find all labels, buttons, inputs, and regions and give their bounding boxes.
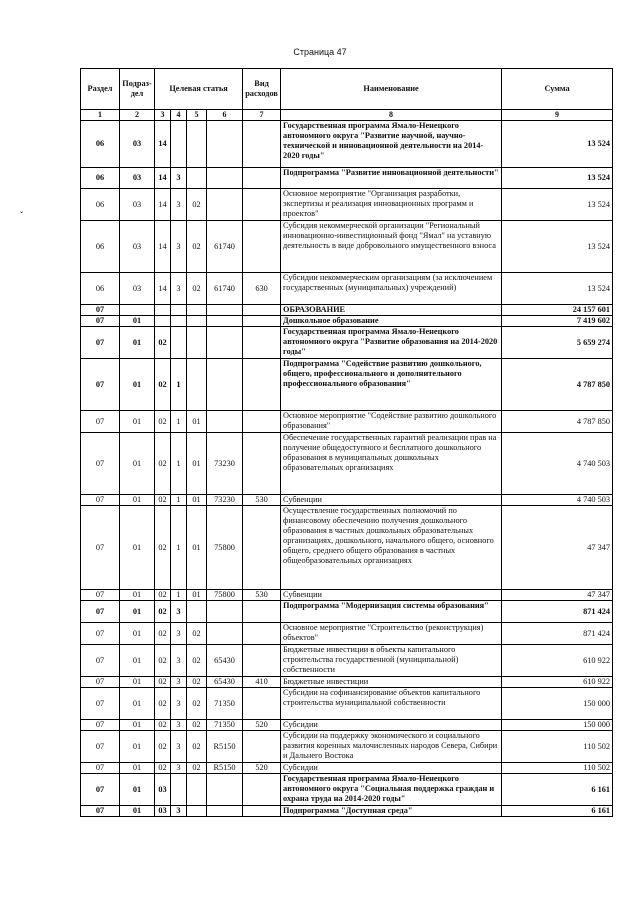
target-part1-cell: 14 <box>155 121 171 168</box>
podrazdel-cell: 01 <box>120 688 155 720</box>
target-part3-cell: 01 <box>187 506 207 590</box>
target-part1-cell: 02 <box>155 359 171 411</box>
item-sum-cell: 13 524 <box>502 221 613 273</box>
expense-type-cell <box>243 601 281 623</box>
target-part2-cell: 3 <box>171 273 187 305</box>
item-name-cell: Субсидии <box>281 720 502 731</box>
item-sum-cell: 47 347 <box>502 506 613 590</box>
header-podrazdel: Подраз-дел <box>120 69 155 110</box>
target-part3-cell <box>187 121 207 168</box>
podrazdel-cell: 01 <box>120 359 155 411</box>
expense-type-cell <box>243 359 281 411</box>
item-name-cell: Государственная программа Ямало-Ненецкого автономного округа "Социальная поддержка граждан и охрана труда на 2014-2020 годы" <box>281 774 502 806</box>
column-number: 6 <box>207 110 243 121</box>
podrazdel-cell: 01 <box>120 495 155 506</box>
razdel-cell: 07 <box>81 731 120 763</box>
podrazdel-cell: 01 <box>120 774 155 806</box>
target-part3-cell <box>187 316 207 327</box>
expense-type-cell <box>243 774 281 806</box>
target-part3-cell: 02 <box>187 688 207 720</box>
target-code-cell: R5150 <box>207 731 243 763</box>
item-name-cell: Подпрограмма "Доступная среда" <box>281 806 502 817</box>
razdel-cell: 07 <box>81 601 120 623</box>
target-code-cell <box>207 168 243 189</box>
expense-type-cell: 630 <box>243 273 281 305</box>
expense-type-cell <box>243 433 281 495</box>
target-part2-cell <box>171 305 187 316</box>
target-code-cell: 73230 <box>207 433 243 495</box>
razdel-cell: 07 <box>81 645 120 677</box>
expense-type-cell: 530 <box>243 495 281 506</box>
column-number-row <box>81 110 613 121</box>
item-name-cell: Субсидии на софинансирование объектов капитального строительства муниципальной собственности <box>281 688 502 720</box>
expense-type-cell: 520 <box>243 763 281 774</box>
target-part2-cell: 3 <box>171 763 187 774</box>
target-part2-cell: 1 <box>171 411 187 433</box>
podrazdel-cell: 01 <box>120 623 155 645</box>
expense-type-cell <box>243 305 281 316</box>
podrazdel-cell: 01 <box>120 601 155 623</box>
podrazdel-cell: 01 <box>120 806 155 817</box>
podrazdel-cell: 03 <box>120 273 155 305</box>
table-row <box>81 645 613 677</box>
razdel-cell: 07 <box>81 774 120 806</box>
item-sum-cell: 150 000 <box>502 720 613 731</box>
target-part1-cell: 02 <box>155 623 171 645</box>
table-row <box>81 121 613 168</box>
razdel-cell: 07 <box>81 359 120 411</box>
target-part2-cell: 1 <box>171 495 187 506</box>
column-number: 1 <box>81 110 120 121</box>
column-number: 7 <box>243 110 281 121</box>
expense-type-cell <box>243 731 281 763</box>
razdel-cell: 07 <box>81 305 120 316</box>
target-part3-cell: 02 <box>187 273 207 305</box>
target-code-cell: 65430 <box>207 645 243 677</box>
podrazdel-cell: 01 <box>120 316 155 327</box>
target-code-cell: 75800 <box>207 590 243 601</box>
expense-type-cell <box>243 645 281 677</box>
item-name-cell: Обеспечение государственных гарантий реализации прав на получение общедоступного и бесплатного дошкольного образования в муниципальных дошкольных образовательных организациях <box>281 433 502 495</box>
target-part3-cell: 02 <box>187 645 207 677</box>
target-part2-cell: 3 <box>171 677 187 688</box>
table-row <box>81 677 613 688</box>
column-number: 2 <box>120 110 155 121</box>
column-number: 8 <box>281 110 502 121</box>
item-sum-cell: 6 161 <box>502 806 613 817</box>
expense-type-cell <box>243 189 281 221</box>
target-part1-cell <box>155 305 171 316</box>
item-sum-cell: 4 740 503 <box>502 433 613 495</box>
podrazdel-cell: 01 <box>120 645 155 677</box>
razdel-cell: 07 <box>81 495 120 506</box>
table-row <box>81 720 613 731</box>
razdel-cell: 07 <box>81 720 120 731</box>
podrazdel-cell: 01 <box>120 720 155 731</box>
expense-type-cell <box>243 411 281 433</box>
target-code-cell: 71350 <box>207 688 243 720</box>
razdel-cell: 07 <box>81 327 120 359</box>
item-sum-cell: 871 424 <box>502 601 613 623</box>
table-row <box>81 433 613 495</box>
item-name-cell: Подпрограмма "Содействие развитию дошкольного, общего, профессионального и дополнительного профессионального образования" <box>281 359 502 411</box>
target-part3-cell: 01 <box>187 590 207 601</box>
target-code-cell <box>207 601 243 623</box>
target-part3-cell: 02 <box>187 189 207 221</box>
table-row <box>81 601 613 623</box>
table-row <box>81 806 613 817</box>
target-part1-cell: 02 <box>155 433 171 495</box>
podrazdel-cell <box>120 305 155 316</box>
razdel-cell: 06 <box>81 189 120 221</box>
expense-type-cell <box>243 168 281 189</box>
target-part1-cell: 02 <box>155 495 171 506</box>
podrazdel-cell: 03 <box>120 221 155 273</box>
target-part1-cell: 14 <box>155 273 171 305</box>
razdel-cell: 07 <box>81 316 120 327</box>
target-part1-cell: 02 <box>155 411 171 433</box>
target-part2-cell <box>171 316 187 327</box>
expense-type-cell: 410 <box>243 677 281 688</box>
target-code-cell: 61740 <box>207 273 243 305</box>
target-part3-cell <box>187 601 207 623</box>
item-name-cell: Субсидии на поддержку экономического и социального развития коренных малочисленных народов Севера, Сибири и Дальнего Востока <box>281 731 502 763</box>
item-name-cell: Дошкольное образование <box>281 316 502 327</box>
expense-type-cell <box>243 327 281 359</box>
header-vid: Вид расходов <box>243 69 281 110</box>
target-part2-cell: 3 <box>171 720 187 731</box>
target-part2-cell: 3 <box>171 806 187 817</box>
target-part2-cell <box>171 327 187 359</box>
item-name-cell: Субсидия некоммерческой организации "Региональный инновационно-инвестиционный фонд "Ямал" на уставную деятельность в виде добровольного имущественного взноса <box>281 221 502 273</box>
target-part3-cell <box>187 327 207 359</box>
target-code-cell <box>207 121 243 168</box>
margin-mark: ˇ <box>20 210 23 220</box>
target-part1-cell: 02 <box>155 590 171 601</box>
item-sum-cell: 6 161 <box>502 774 613 806</box>
podrazdel-cell: 03 <box>120 121 155 168</box>
item-sum-cell: 4 740 503 <box>502 495 613 506</box>
item-sum-cell: 110 502 <box>502 731 613 763</box>
podrazdel-cell: 01 <box>120 763 155 774</box>
column-number: 4 <box>171 110 187 121</box>
expense-type-cell <box>243 806 281 817</box>
podrazdel-cell: 01 <box>120 731 155 763</box>
razdel-cell: 07 <box>81 433 120 495</box>
target-code-cell <box>207 359 243 411</box>
target-code-cell: 73230 <box>207 495 243 506</box>
table-row <box>81 189 613 221</box>
target-part1-cell: 02 <box>155 601 171 623</box>
target-part3-cell: 02 <box>187 763 207 774</box>
target-part3-cell <box>187 168 207 189</box>
target-code-cell: 61740 <box>207 221 243 273</box>
target-code-cell <box>207 623 243 645</box>
table-row <box>81 623 613 645</box>
item-sum-cell: 5 659 274 <box>502 327 613 359</box>
target-part1-cell: 02 <box>155 327 171 359</box>
item-name-cell: Субвенции <box>281 495 502 506</box>
razdel-cell: 07 <box>81 763 120 774</box>
podrazdel-cell: 01 <box>120 327 155 359</box>
expense-type-cell <box>243 688 281 720</box>
table-row <box>81 273 613 305</box>
podrazdel-cell: 01 <box>120 506 155 590</box>
item-name-cell: Основное мероприятие "Строительство (реконструкция) объектов" <box>281 623 502 645</box>
target-part1-cell: 14 <box>155 189 171 221</box>
item-sum-cell: 110 502 <box>502 763 613 774</box>
item-sum-cell: 4 787 850 <box>502 411 613 433</box>
target-part1-cell: 02 <box>155 688 171 720</box>
target-part2-cell: 1 <box>171 590 187 601</box>
item-name-cell: ОБРАЗОВАНИЕ <box>281 305 502 316</box>
razdel-cell: 07 <box>81 506 120 590</box>
razdel-cell: 07 <box>81 411 120 433</box>
target-part1-cell <box>155 316 171 327</box>
target-part1-cell: 14 <box>155 168 171 189</box>
column-number: 3 <box>155 110 171 121</box>
target-code-cell <box>207 806 243 817</box>
razdel-cell: 07 <box>81 688 120 720</box>
item-name-cell: Бюджетные инвестиции <box>281 677 502 688</box>
table-row <box>81 506 613 590</box>
expense-type-cell: 530 <box>243 590 281 601</box>
item-sum-cell: 24 157 601 <box>502 305 613 316</box>
expense-type-cell <box>243 316 281 327</box>
item-name-cell: Субсидии некоммерческим организациям (за исключением государственных (муниципальных) учреждений) <box>281 273 502 305</box>
table-row <box>81 731 613 763</box>
table-row <box>81 316 613 327</box>
item-name-cell: Подпрограмма "Модернизация системы образования" <box>281 601 502 623</box>
podrazdel-cell: 01 <box>120 411 155 433</box>
razdel-cell: 07 <box>81 590 120 601</box>
expense-type-cell <box>243 506 281 590</box>
expense-type-cell <box>243 121 281 168</box>
target-part3-cell <box>187 305 207 316</box>
header-name: Наименование <box>281 69 502 110</box>
item-name-cell: Осуществление государственных полномочий по финансовому обеспечению получения дошкольного образования в частных дошкольных образовательных организациях, дошкольного, начального общего, основного общего, среднего общего образования в частных общеобразовательных организациях <box>281 506 502 590</box>
target-part2-cell: 3 <box>171 645 187 677</box>
target-code-cell <box>207 189 243 221</box>
target-part3-cell: 01 <box>187 433 207 495</box>
target-part2-cell <box>171 121 187 168</box>
header-sum: Сумма <box>502 69 613 110</box>
table-row <box>81 495 613 506</box>
target-part3-cell: 02 <box>187 623 207 645</box>
expense-type-cell: 520 <box>243 720 281 731</box>
item-sum-cell: 13 524 <box>502 273 613 305</box>
column-number: 5 <box>187 110 207 121</box>
target-part3-cell: 02 <box>187 731 207 763</box>
item-sum-cell: 13 524 <box>502 121 613 168</box>
table-row <box>81 168 613 189</box>
target-part2-cell <box>171 774 187 806</box>
expense-type-cell <box>243 623 281 645</box>
target-part2-cell: 3 <box>171 221 187 273</box>
razdel-cell: 07 <box>81 677 120 688</box>
item-sum-cell: 13 524 <box>502 168 613 189</box>
target-code-cell <box>207 316 243 327</box>
podrazdel-cell: 03 <box>120 168 155 189</box>
expense-type-cell <box>243 221 281 273</box>
budget-table <box>80 68 613 817</box>
item-name-cell: Подпрограмма "Развитие инновационной деятельности" <box>281 168 502 189</box>
table-body <box>81 121 613 817</box>
item-name-cell: Субвенции <box>281 590 502 601</box>
target-code-cell: 75800 <box>207 506 243 590</box>
target-code-cell <box>207 411 243 433</box>
target-part2-cell: 1 <box>171 506 187 590</box>
item-name-cell: Субсидии <box>281 763 502 774</box>
target-code-cell <box>207 305 243 316</box>
target-part3-cell <box>187 774 207 806</box>
target-code-cell: 71350 <box>207 720 243 731</box>
column-number: 9 <box>502 110 613 121</box>
target-part1-cell: 14 <box>155 221 171 273</box>
target-part1-cell: 02 <box>155 763 171 774</box>
target-code-cell: 65430 <box>207 677 243 688</box>
table-row <box>81 305 613 316</box>
razdel-cell: 06 <box>81 121 120 168</box>
item-sum-cell: 7 419 602 <box>502 316 613 327</box>
item-sum-cell: 610 922 <box>502 677 613 688</box>
table-row <box>81 327 613 359</box>
podrazdel-cell: 01 <box>120 590 155 601</box>
podrazdel-cell: 01 <box>120 677 155 688</box>
table-row <box>81 411 613 433</box>
table-row <box>81 221 613 273</box>
target-part2-cell: 3 <box>171 189 187 221</box>
podrazdel-cell: 01 <box>120 433 155 495</box>
item-name-cell: Основное мероприятие "Содействие развитию дошкольного образования" <box>281 411 502 433</box>
target-part1-cell: 03 <box>155 806 171 817</box>
target-part1-cell: 03 <box>155 774 171 806</box>
item-name-cell: Государственная программа Ямало-Ненецкого автономного округа "Развитие образования на 2014-2020 годы" <box>281 327 502 359</box>
table-row <box>81 590 613 601</box>
razdel-cell: 07 <box>81 623 120 645</box>
table-row <box>81 774 613 806</box>
item-sum-cell: 871 424 <box>502 623 613 645</box>
target-part3-cell: 01 <box>187 495 207 506</box>
target-part2-cell: 1 <box>171 433 187 495</box>
razdel-cell: 06 <box>81 221 120 273</box>
header-celevaya: Целевая статья <box>155 69 243 110</box>
target-part3-cell: 01 <box>187 411 207 433</box>
table-row <box>81 688 613 720</box>
target-part2-cell: 3 <box>171 168 187 189</box>
target-code-cell <box>207 327 243 359</box>
header-razdel: Раздел <box>81 69 120 110</box>
target-part1-cell: 02 <box>155 731 171 763</box>
item-name-cell: Бюджетные инвестиции в объекты капитального строительства государственной (муниципальной) собственности <box>281 645 502 677</box>
target-code-cell: R5150 <box>207 763 243 774</box>
target-part1-cell: 02 <box>155 506 171 590</box>
page-label: Страница 47 <box>293 47 347 57</box>
table-row <box>81 763 613 774</box>
item-sum-cell: 4 787 850 <box>502 359 613 411</box>
target-part2-cell: 3 <box>171 601 187 623</box>
target-part2-cell: 3 <box>171 731 187 763</box>
target-part1-cell: 02 <box>155 720 171 731</box>
target-part1-cell: 02 <box>155 645 171 677</box>
item-name-cell: Государственная программа Ямало-Ненецкого автономного округа "Развитие научной, научно-технической и инновационной деятельности на 2014-2020 годы" <box>281 121 502 168</box>
razdel-cell: 06 <box>81 273 120 305</box>
item-sum-cell: 47 347 <box>502 590 613 601</box>
item-name-cell: Основное мероприятие "Организация разработки, экспертизы и реализация инновационных программ и проектов" <box>281 189 502 221</box>
item-sum-cell: 13 524 <box>502 189 613 221</box>
header-row <box>81 69 613 110</box>
item-sum-cell: 150 000 <box>502 688 613 720</box>
target-part2-cell: 1 <box>171 359 187 411</box>
target-part3-cell: 02 <box>187 221 207 273</box>
target-part3-cell <box>187 806 207 817</box>
target-code-cell <box>207 774 243 806</box>
target-part2-cell: 3 <box>171 688 187 720</box>
razdel-cell: 06 <box>81 168 120 189</box>
podrazdel-cell: 03 <box>120 189 155 221</box>
target-part3-cell: 02 <box>187 720 207 731</box>
target-part2-cell: 3 <box>171 623 187 645</box>
target-part3-cell <box>187 359 207 411</box>
item-sum-cell: 610 922 <box>502 645 613 677</box>
table-row <box>81 359 613 411</box>
razdel-cell: 07 <box>81 806 120 817</box>
target-part3-cell: 02 <box>187 677 207 688</box>
target-part1-cell: 02 <box>155 677 171 688</box>
